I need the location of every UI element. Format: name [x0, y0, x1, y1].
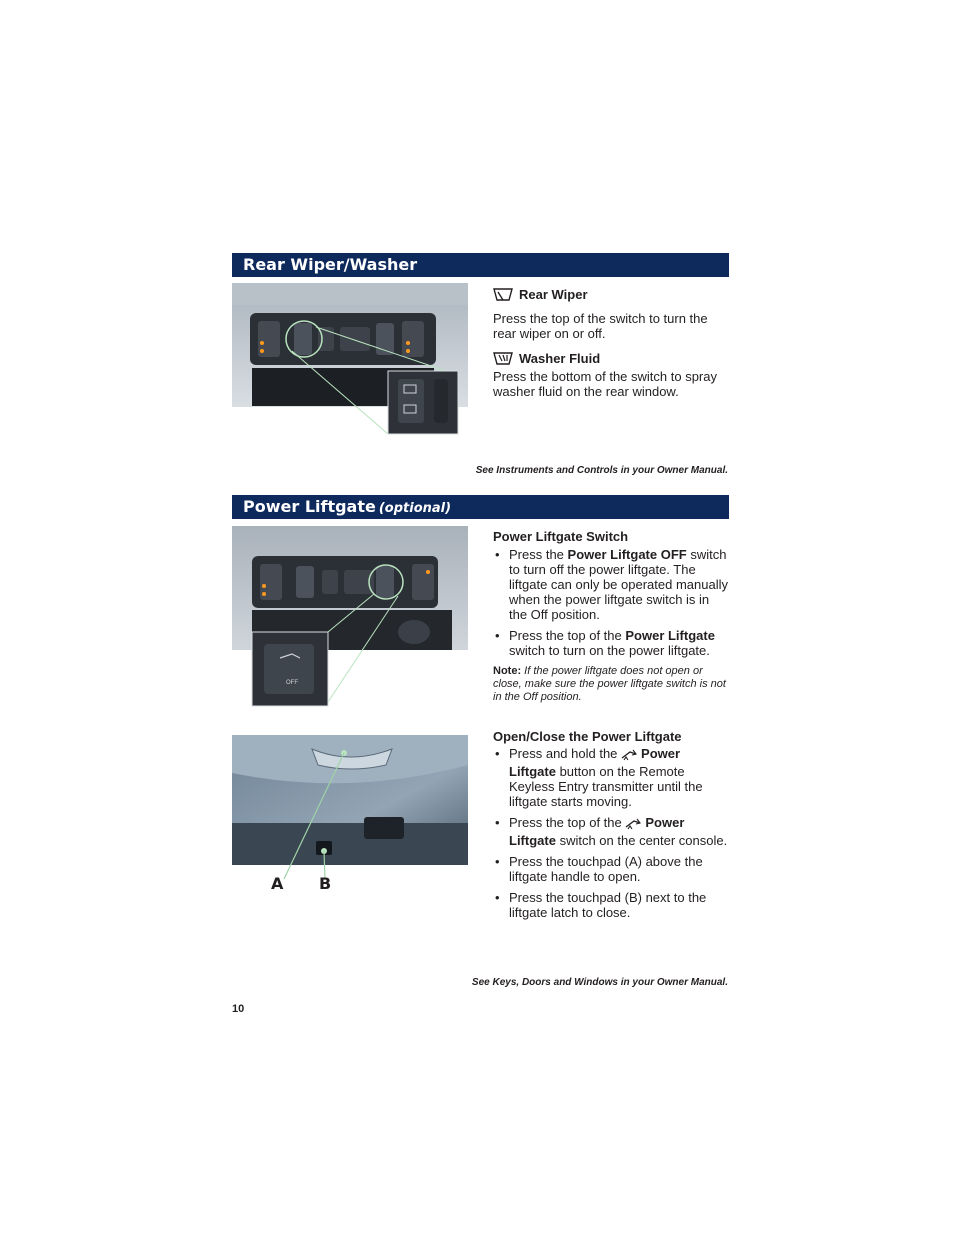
washer-fluid-description: Press the bottom of the switch to spray washer fluid on the rear window.: [493, 369, 717, 399]
center-console-bullet: • Press the top of the Power Liftgate switch on the center console.: [493, 815, 729, 848]
keys-doors-reference: See Keys, Doors and Windows in your Owner Manual.: [471, 977, 728, 988]
washer-fluid-heading: [493, 351, 729, 369]
rear-wiper-heading: [493, 287, 729, 305]
off-label: OFF: [286, 680, 298, 686]
callout-lines: [232, 735, 468, 880]
washer-fluid-title: Washer Fluid: [519, 351, 601, 366]
touchpad-b-bullet: • Press the touchpad (B) next to the liftgate latch to close.: [493, 890, 729, 920]
liftgate-off-bullet: • Press the Power Liftgate OFF switch to turn off the power liftgate. The liftgate can only be operated manually when the power liftgate switch is in the Off position.: [493, 547, 729, 622]
open-close-heading: Open/Close the Power Liftgate: [493, 729, 682, 744]
touchpad-b-label: B: [319, 874, 332, 893]
power-liftgate-header-text: Power Liftgate: [243, 497, 376, 516]
remote-keyless-bullet: • Press and hold the Power Liftgate button on the Remote Keyless Entry transmitter until the liftgate starts moving.: [493, 746, 729, 809]
rear-wiper-header-text: Rear Wiper/Washer: [243, 255, 418, 274]
liftgate-icon: [621, 749, 639, 764]
rear-wiper-text-block: [493, 287, 729, 399]
page-number: 10: [232, 1003, 245, 1015]
rear-wiper-title: Rear Wiper: [519, 287, 588, 302]
liftgate-icon: [625, 818, 643, 833]
power-liftgate-section-header: [232, 495, 729, 519]
power-liftgate-switch-photo: [232, 526, 468, 708]
rear-wiper-description: Press the top of the switch to turn the rear wiper on or off.: [493, 311, 708, 341]
instruments-reference: See Instruments and Controls in your Owner Manual.: [475, 465, 728, 476]
power-liftgate-switch-text: [493, 529, 729, 704]
open-close-text: [493, 729, 729, 920]
optional-label: (optional): [378, 501, 452, 516]
liftgate-note: Note: If the power liftgate does not open or close, make sure the power liftgate switch is not in the Off position.: [493, 665, 726, 703]
washer-fluid-icon: [493, 352, 513, 369]
rear-wiper-section-header: [232, 253, 729, 277]
touchpad-a-bullet: • Press the touchpad (A) above the liftgate handle to open.: [493, 854, 729, 884]
liftgate-on-bullet: • Press the top of the Power Liftgate switch to turn on the power liftgate.: [493, 628, 729, 658]
rear-wiper-switch-photo: [232, 283, 468, 435]
rear-wiper-icon: [493, 288, 513, 305]
touchpad-a-label: A: [271, 874, 284, 893]
power-liftgate-switch-heading: Power Liftgate Switch: [493, 529, 629, 544]
